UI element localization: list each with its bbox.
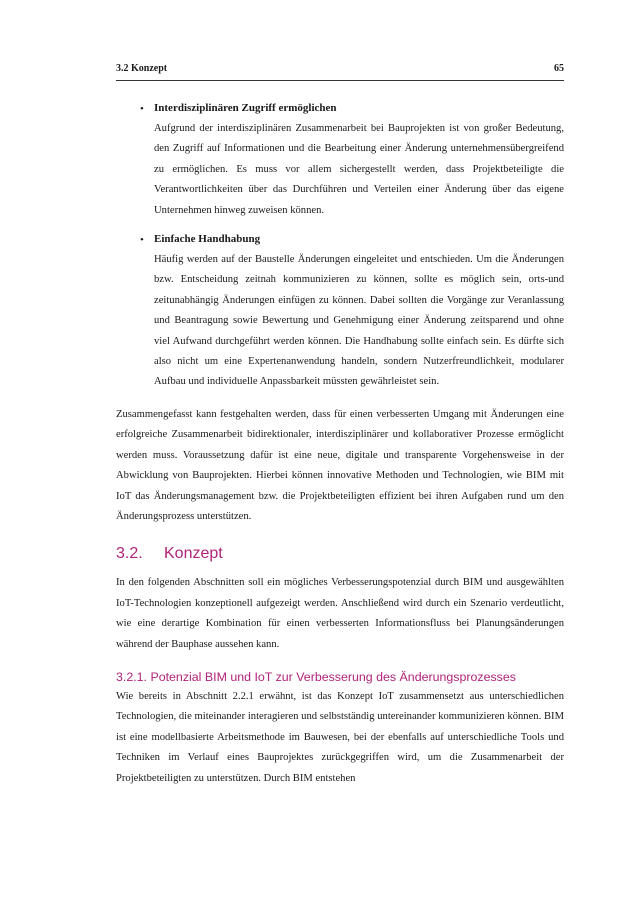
header-rule (116, 80, 564, 81)
bullet-text: Aufgrund der interdisziplinären Zusammenarbeit bei Bauprojekten ist von großer Bedeutung, den Zugriff auf Informationen und die Bearbeitung einer Änderung unternehmensübergreifend zu ermöglichen. Es muss vor allem sichergestellt werden, dass Projektbeteiligte die Verantwortlichkeiten über das Durchführen und Verteilen einer Änderung über das eigene Unternehmen hinweg zuweisen können. (154, 123, 564, 216)
bullet-title: Einfache Handhabung (154, 233, 261, 246)
section-title: Konzept (164, 545, 223, 563)
subsection-heading: 3.2.1. Potenzial BIM und IoT zur Verbesserung des Änderungsprozesses (116, 669, 516, 684)
bullet-dot-icon: • (140, 234, 144, 247)
running-header (116, 63, 564, 74)
section-heading (116, 544, 564, 564)
page-number: 65 (554, 63, 564, 74)
summary-paragraph: Zusammengefasst kann festgehalten werden, dass für einen verbesserten Umgang mit Änderungen eine erfolgreiche Zusammenarbeit bidirektionaler, interdisziplinärer und kollaborativer Prozesse ermöglicht werden muss. Voraussetzung dafür ist eine neue, digitale und transparente Vorgehensweise in der Abwicklung von Bauprojekten. Hierbei können innovative Methoden und Technologien, wie BIM mit IoT das Änderungsmanagement bzw. die Projektbeteiligten effizient bei ihren Aufgaben rund um den Änderungsprozess unterstützen. (116, 408, 564, 522)
bullet-title: Interdisziplinären Zugriff ermöglichen (154, 102, 337, 114)
bullet-dot-icon: • (140, 103, 144, 115)
bullet-item (116, 232, 564, 393)
section-paragraph: In den folgenden Abschnitten soll ein mögliches Verbesserungspotenzial durch BIM und ausgewählten IoT-Technologien konzeptionell aufgezeigt werden. Anschließend wird durch ein Szenario verdeutlicht, wie eine derartige Kombination für einen verbesserten Informationsfluss bei Planungsänderungen während der Bauphase aussehen kann. (116, 577, 564, 650)
section-number: 3.2. (116, 545, 143, 563)
page-content (116, 101, 564, 789)
subsection-paragraph: Wie bereits in Abschnitt 2.2.1 erwähnt, ist das Konzept IoT zusammensetzt aus unterschiedlichen Technologien, die miteinander interagieren und selbstständig untereinander kommunizieren können. BIM ist eine modellbasierte Arbeitsmethode im Bauwesen, bei der ebenfalls auf unterschiedliche Tools und Techniken im Verlauf eines Bauprojektes zurückgegriffen wird, um die Zusammenarbeit der Projektbeteiligten zu unterstützen. Durch BIM entstehen (116, 690, 564, 784)
running-header-section: 3.2 Konzept (116, 63, 168, 74)
bullet-item (116, 101, 564, 221)
bullet-text: Häufig werden auf der Baustelle Änderungen eingeleitet und entschieden. Um die Änderungen bzw. Entscheidung zeitnah kommunizieren zu können, sollte es möglich sein, orts-und zeitunabhängig Änderungen einfügen zu können. Dabei sollten die Vorgänge zur Veranlassung und Beantragung sowie Bewertung und Genehmigung einer Änderung zeitsparend und ohne viel Aufwand durchgeführt werden können. Die Handhabung sollte einfach sein. Es dürfte sich also nicht um eine Expertenanwendung handeln, sondern Nutzerfreundlichkeit, modularer Aufbau und individuelle Anpassbarkeit müssten gewährleistet sein. (154, 254, 564, 388)
